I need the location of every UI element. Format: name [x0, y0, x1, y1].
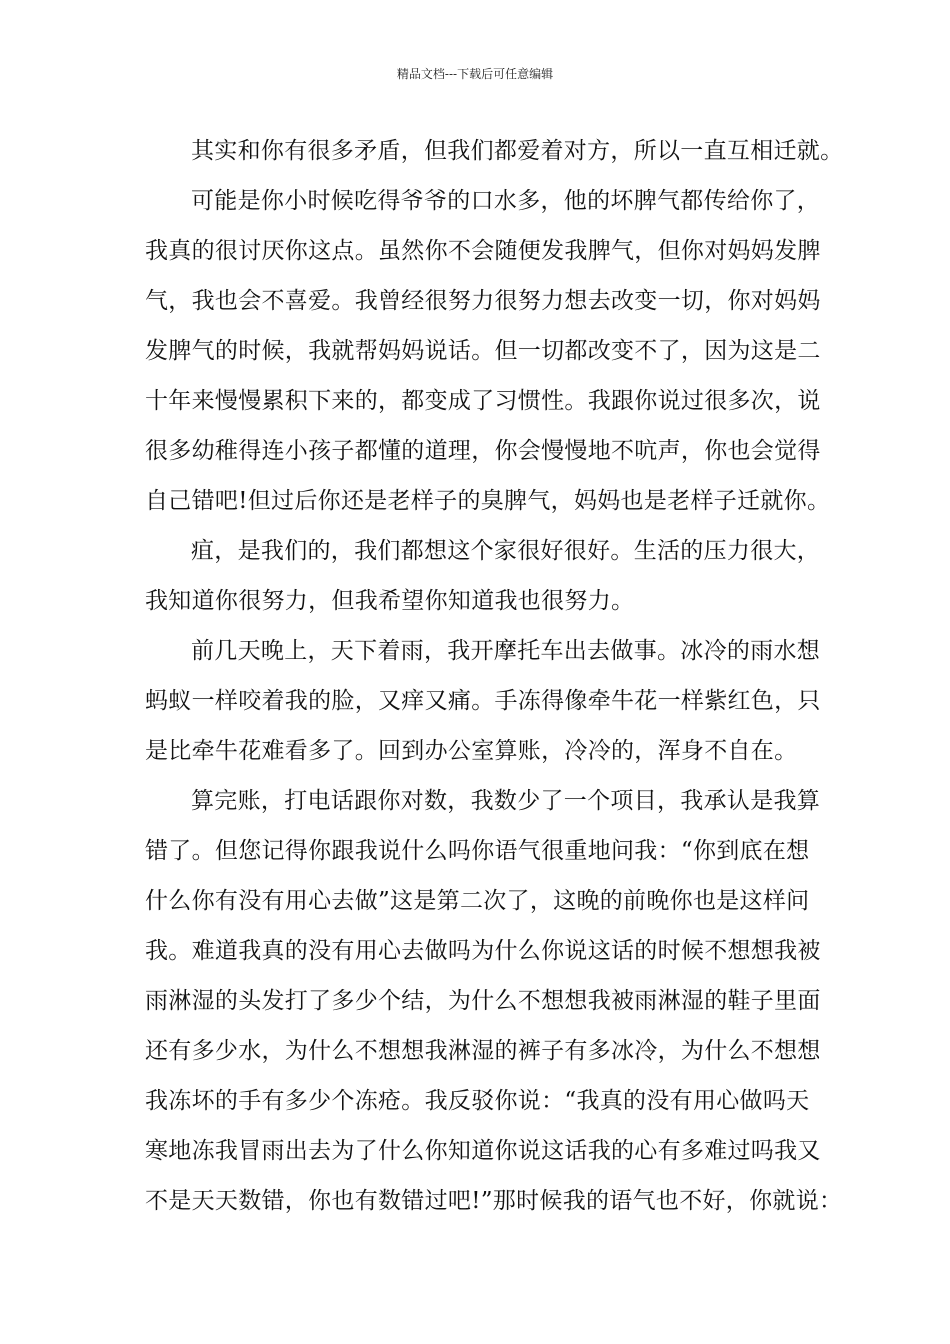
text-line: 疽，是我们的，我们都想这个家很好很好。生活的压力很大，: [191, 538, 821, 564]
text-line: 什么你有没有用心去做”这是第二次了，这晚的前晚你也是这样问: [145, 888, 810, 914]
text-line: 蚂蚁一样咬着我的脸，又痒又痛。手冻得像牵牛花一样紫红色，只: [145, 688, 821, 714]
text-line: 错了。但您记得你跟我说什么吗你语气很重地问我：“你到底在想: [145, 838, 810, 864]
text-line: 是比牵牛花难看多了。回到办公室算账，冷冷的，浑身不自在。: [145, 738, 798, 764]
text-line: 不是天天数错，你也有数错过吧!”那时候我的语气也不好，你就说：: [145, 1188, 843, 1214]
text-line: 前几天晚上，天下着雨，我开摩托车出去做事。冰冷的雨水想: [191, 638, 821, 664]
text-line: 其实和你有很多矛盾，但我们都爱着对方，所以一直互相迁就。: [191, 138, 844, 164]
body-text: [145, 126, 844, 1226]
text-line: 我冻坏的手有多少个冻疮。我反驳你说：“我真的没有用心做吗天: [145, 1088, 810, 1114]
text-line: 我知道你很努力，但我希望你知道我也很努力。: [145, 588, 635, 614]
text-line: 自己错吧!但过后你还是老样子的臭脾气，妈妈也是老样子迁就你。: [145, 488, 831, 514]
text-line: 可能是你小时候吃得爷爷的口水多，他的坏脾气都传给你了，: [191, 188, 821, 214]
page-header: 精品文档---下载后可任意编辑: [396, 67, 554, 81]
text-line: 发脾气的时候，我就帮妈妈说话。但一切都改变不了，因为这是二: [145, 338, 821, 364]
text-line: 十年来慢慢累积下来的，都变成了习惯性。我跟你说过很多次，说: [145, 388, 821, 414]
text-line: 算完账，打电话跟你对数，我数少了一个项目，我承认是我算: [191, 788, 821, 814]
text-line: 气，我也会不喜爱。我曾经很努力很努力想去改变一切，你对妈妈: [145, 288, 821, 314]
text-line: 寒地冻我冒雨出去为了什么你知道你说这话我的心有多难过吗我又: [145, 1138, 821, 1164]
text-line: 还有多少水，为什么不想想我淋湿的裤子有多冰冷，为什么不想想: [145, 1038, 821, 1064]
text-line: 我。难道我真的没有用心去做吗为什么你说这话的时候不想想我被: [145, 938, 821, 964]
text-line: 雨淋湿的头发打了多少个结，为什么不想想我被雨淋湿的鞋子里面: [145, 988, 821, 1014]
text-line: 很多幼稚得连小孩子都懂的道理，你会慢慢地不吭声，你也会觉得: [145, 438, 821, 464]
text-line: 我真的很讨厌你这点。虽然你不会随便发我脾气，但你对妈妈发脾: [145, 238, 821, 264]
